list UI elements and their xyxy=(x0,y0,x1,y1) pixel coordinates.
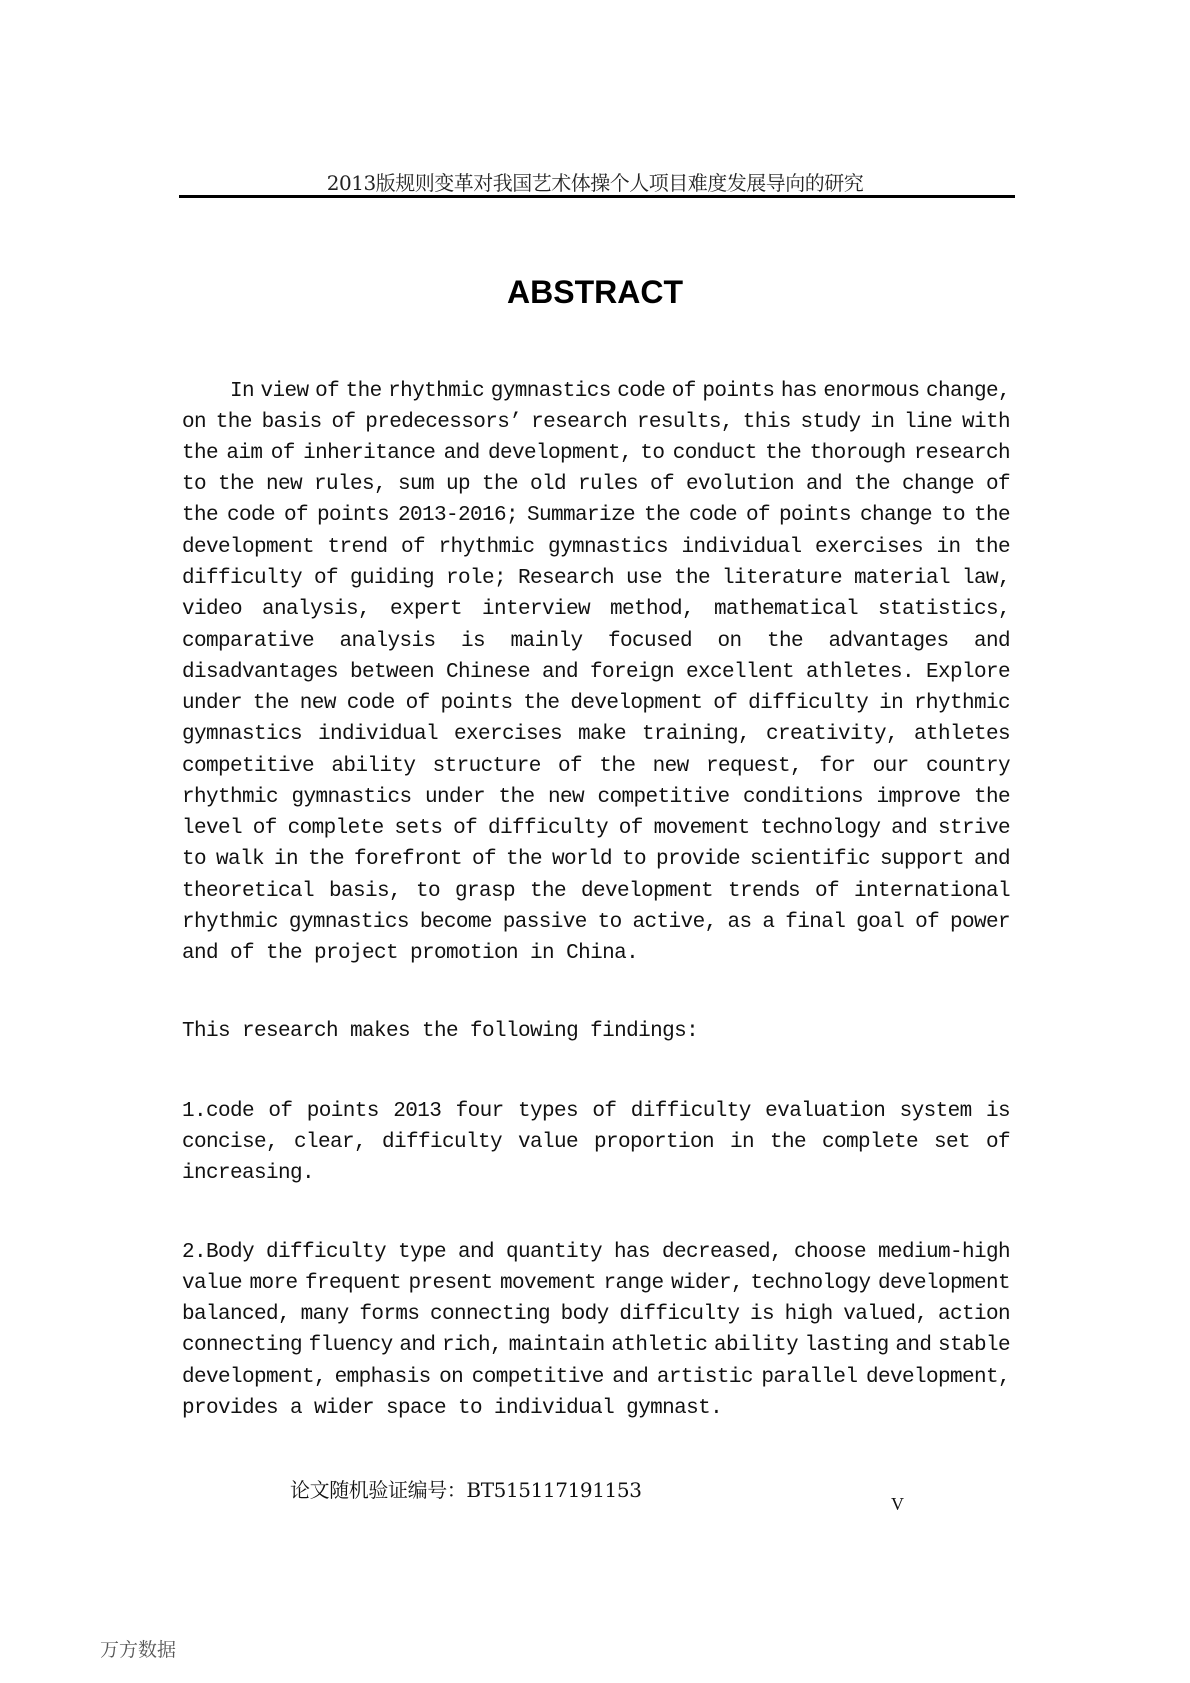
abstract-line: theoretical basis, to grasp the development trends of international xyxy=(182,880,1010,903)
abstract-title: ABSTRACT xyxy=(507,274,683,310)
abstract-line: under the new code of points the development of difficulty in rhythmic xyxy=(182,692,1010,715)
finding-2-line: provides a wider space to individual gymnast. xyxy=(182,1397,723,1420)
abstract-line: difficulty of guiding role; Research use the literature material law, xyxy=(182,567,1010,590)
finding-1-line: concise, clear, difficulty value proportion in the complete set of xyxy=(182,1131,1010,1154)
abstract-line: the code of points 2013-2016; Summarize the code of points change to the xyxy=(182,504,1010,527)
running-header: 2013版规则变革对我国艺术体操个人项目难度发展导向的研究 xyxy=(326,171,864,195)
finding-1-line: 1.code of points 2013 four types of difficulty evaluation system is xyxy=(182,1100,1010,1123)
abstract-line: to the new rules, sum up the old rules of evolution and the change of xyxy=(182,473,1010,496)
abstract-line: disadvantages between Chinese and foreign excellent athletes. Explore xyxy=(182,661,1010,684)
verification-code: 论文随机验证编号：BT515117191153 xyxy=(290,1478,642,1502)
abstract-line: to walk in the forefront of the world to provide scientific support and xyxy=(182,848,1010,871)
watermark: 万方数据 xyxy=(100,1639,177,1661)
abstract-line: development trend of rhythmic gymnastics individual exercises in the xyxy=(182,536,1010,559)
finding-2-line: 2.Body difficulty type and quantity has decreased, choose medium-high xyxy=(182,1241,1010,1264)
abstract-line: gymnastics individual exercises make training, creativity, athletes xyxy=(182,723,1010,746)
header-rule xyxy=(179,195,1015,198)
finding-2-line: connecting fluency and rich, maintain athletic ability lasting and stable xyxy=(182,1334,1010,1357)
abstract-line: comparative analysis is mainly focused on the advantages and xyxy=(182,630,1010,653)
abstract-line: rhythmic gymnastics become passive to active, as a final goal of power xyxy=(182,911,1010,934)
abstract-line: In view of the rhythmic gymnastics code of points has enormous change, xyxy=(230,380,1010,403)
finding-2-line: balanced, many forms connecting body difficulty is high valued, action xyxy=(182,1303,1010,1326)
finding-2-line: value more frequent present movement range wider, technology development xyxy=(182,1272,1010,1295)
abstract-line: level of complete sets of difficulty of movement technology and strive xyxy=(182,817,1010,840)
abstract-line: rhythmic gymnastics under the new competitive conditions improve the xyxy=(182,786,1010,809)
abstract-line: on the basis of predecessors’ research results, this study in line with xyxy=(182,411,1010,434)
finding-2-line: development, emphasis on competitive and artistic parallel development, xyxy=(182,1366,1010,1389)
abstract-line: competitive ability structure of the new request, for our country xyxy=(182,755,1010,778)
abstract-line: the aim of inheritance and development, to conduct the thorough research xyxy=(182,442,1010,465)
abstract-line: video analysis, expert interview method, mathematical statistics, xyxy=(182,598,1010,621)
abstract-line: and of the project promotion in China. xyxy=(182,942,639,965)
findings-intro: This research makes the following findings: xyxy=(182,1020,699,1043)
page-number: V xyxy=(891,1494,904,1514)
finding-1-line: increasing. xyxy=(182,1162,315,1185)
